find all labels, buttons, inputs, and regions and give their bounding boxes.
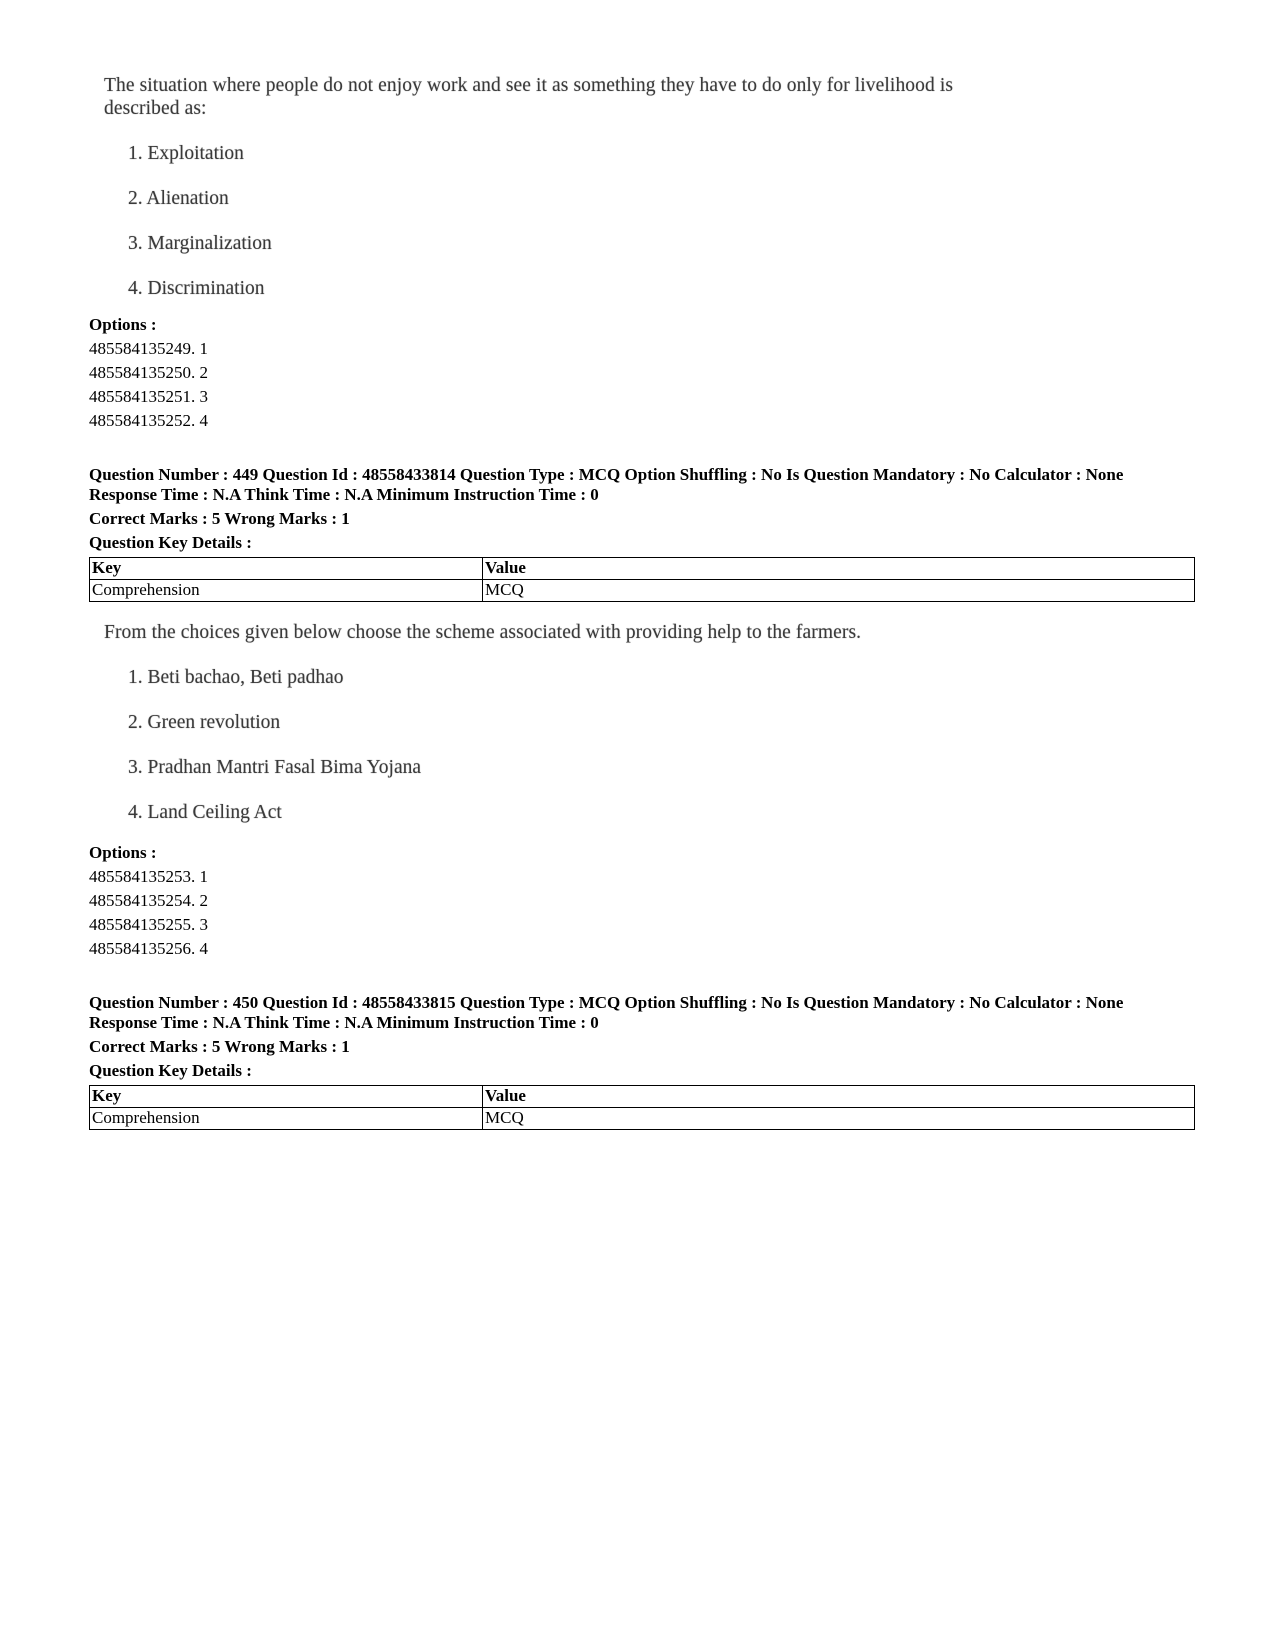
question-449-choice-1: 1. Beti bachao, Beti padhao [128,667,344,688]
question-449-meta-line1: Question Number : 449 Question Id : 48558433814 Question Type : MCQ Option Shuffling : No Is Question Mandatory : No Calculator : None [89,465,1124,484]
question-448-option-3: 485584135251. 3 [89,387,208,406]
question-448-options-label: Options : [89,315,157,334]
question-449-choice-3: 3. Pradhan Mantri Fasal Bima Yojana [128,757,422,778]
table-header-key: Key [90,558,483,580]
question-450-key-details-label: Question Key Details : [89,1061,252,1080]
question-448-text [104,74,964,120]
question-450-key-table [89,1085,1195,1130]
question-449-choice-4: 4. Land Ceiling Act [128,802,282,823]
table-header-value: Value [483,1086,1195,1108]
table-row [90,1108,1195,1130]
question-449-key-table [89,557,1195,602]
table-header-key: Key [90,1086,483,1108]
question-448-choice-4: 4. Discrimination [128,278,265,299]
question-449-option-3: 485584135255. 3 [89,915,208,934]
table-cell-key: Comprehension [90,580,483,602]
question-450-marks: Correct Marks : 5 Wrong Marks : 1 [89,1037,350,1056]
table-header-value: Value [483,558,1195,580]
table-cell-value: MCQ [483,580,1195,602]
table-cell-key: Comprehension [90,1108,483,1130]
question-450-meta-line2: Response Time : N.A Think Time : N.A Minimum Instruction Time : 0 [89,1013,599,1032]
question-448-choice-3: 3. Marginalization [128,233,272,254]
question-448-text-line1: The situation where people do not enjoy work and see it as something they have to do only for livelihood is [104,75,954,96]
question-449-choice-2: 2. Green revolution [128,712,281,733]
question-448-option-4: 485584135252. 4 [89,411,208,430]
table-header-row [90,1086,1195,1108]
question-448-choice-1: 1. Exploitation [128,143,244,164]
question-449-option-4: 485584135256. 4 [89,939,208,958]
table-header-row [90,558,1195,580]
question-449-option-1: 485584135253. 1 [89,867,208,886]
question-448-choice-2: 2. Alienation [128,188,229,209]
question-449-options-label: Options : [89,843,157,862]
question-449-meta-line2: Response Time : N.A Think Time : N.A Minimum Instruction Time : 0 [89,485,599,504]
question-450-meta-line1: Question Number : 450 Question Id : 48558433815 Question Type : MCQ Option Shuffling : No Is Question Mandatory : No Calculator : None [89,993,1124,1012]
question-449-marks: Correct Marks : 5 Wrong Marks : 1 [89,509,350,528]
table-cell-value: MCQ [483,1108,1195,1130]
question-448-option-2: 485584135250. 2 [89,363,208,382]
question-448-option-1: 485584135249. 1 [89,339,208,358]
question-448-text-line2: described as: [104,98,207,119]
question-449-key-details-label: Question Key Details : [89,533,252,552]
question-449-option-2: 485584135254. 2 [89,891,208,910]
table-row [90,580,1195,602]
question-449-text: From the choices given below choose the scheme associated with providing help to the farmers. [104,622,862,643]
